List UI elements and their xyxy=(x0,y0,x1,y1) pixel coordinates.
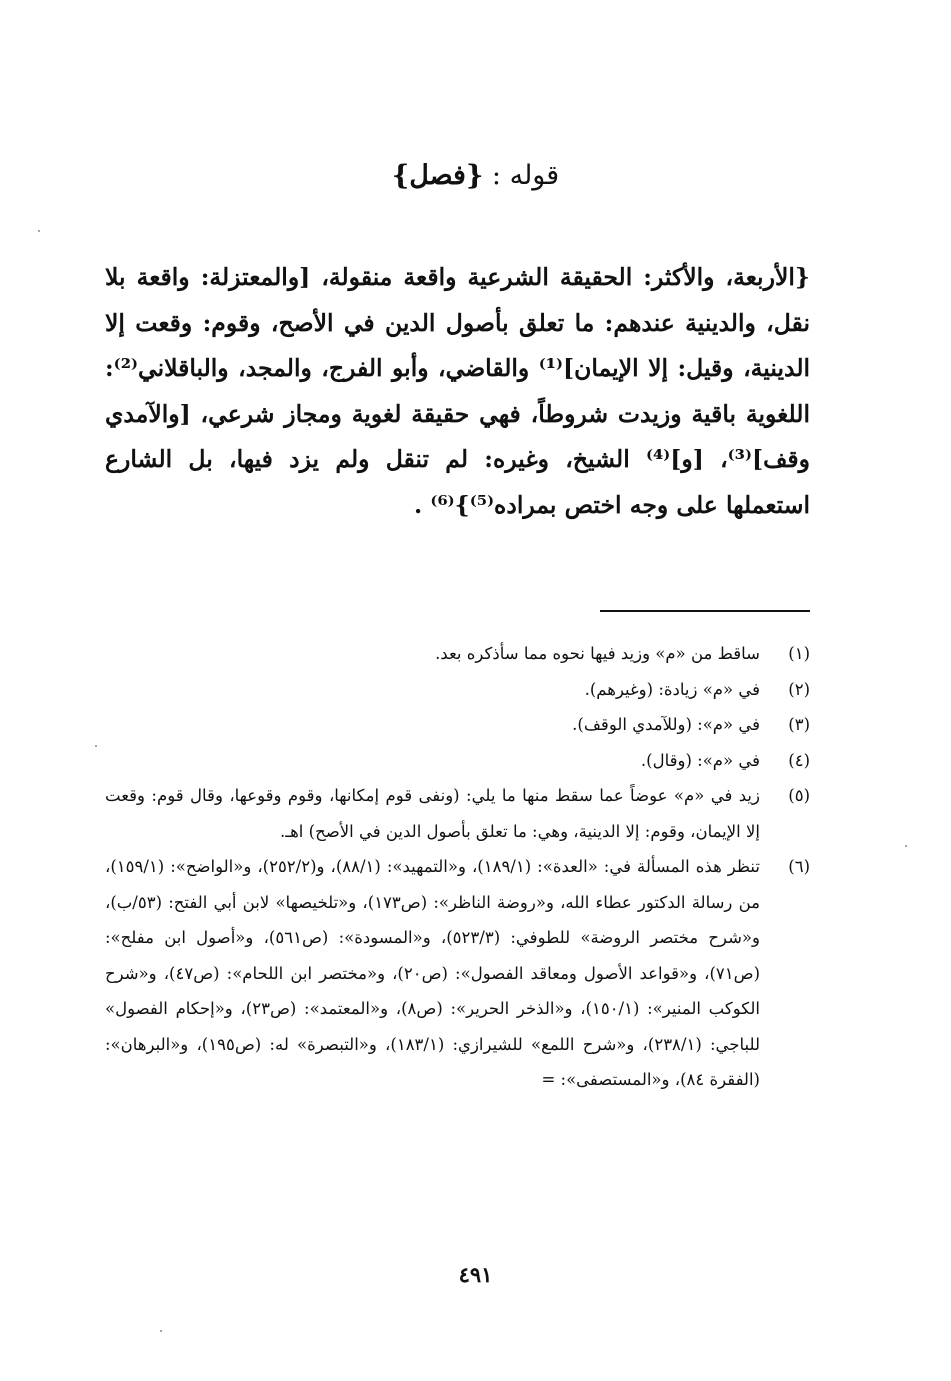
scan-speck xyxy=(38,230,40,232)
page-number: ٤٩١ xyxy=(458,1262,493,1287)
heading-prefix: قوله : xyxy=(483,160,560,191)
footnotes xyxy=(105,636,810,1098)
footnote-text: في «م»: (وقال). xyxy=(640,750,760,770)
footnote-number: (٤) xyxy=(788,750,810,770)
footnote-text: في «م»: (وللآمدي الوقف). xyxy=(572,715,760,734)
footnote-text: في «م» زيادة: (وغيرهم). xyxy=(584,679,760,699)
footnote-item xyxy=(105,778,810,849)
footnote-number: (٣) xyxy=(788,715,810,734)
main-text-paragraph: {الأربعة، والأكثر: الحقيقة الشرعية واقعة منقولة، [والمعتزلة: واقعة بلا نقل، والدينية عندهم: ما تعلق بأصول الدين في الأصح، وقوم: وقعت إلا الدينية، وقيل: إلا الإيمان]⁽¹⁾ والقاضي، وأبو الفرج، والمجد، والباقلاني⁽²⁾: اللغوية باقية وزيدت شروطاً، فهي حقيقة لغوية ومجاز شرعي، [والآمدي وقف]⁽³⁾، [و]⁽⁴⁾ الشيخ، وغيره: لم تنقل ولم يزد فيها، بل الشارع استعملها على وجه اختص بمراده⁽⁵⁾}⁽⁶⁾ . xyxy=(105,263,811,519)
footnote-item xyxy=(105,672,810,708)
footnote-item xyxy=(105,849,810,1098)
footnote-number: (٥) xyxy=(788,786,810,805)
scan-speck xyxy=(95,745,97,747)
footnote-text: زيد في «م» عوضاً عما سقط منها ما يلي: (ونفى قوم إمكانها، وقوم وقوعها، وقال قوم: وقعت إلا الإيمان، وقوم: إلا الدينية، وهي: ما تعلق بأصول الدين في الأصح) اهـ. xyxy=(105,786,760,841)
footnote-separator xyxy=(600,610,810,612)
heading-title: {فصل} xyxy=(391,160,484,191)
footnote-text: تنظر هذه المسألة في: «العدة»: (١٨٩/١)، و«التمهيد»: (٨٨/١)، و(٢٥٢/٢)، و«الواضح»: (١٥٩/١)، من رسالة الدكتور عطاء الله، و«روضة الناظر»: (ص١٧٣)، و«تلخيصها» لابن أبي الفتح: (٥٣/ب)، و«شرح مختصر الروضة» للطوفي: (٥٢٣/٣)، و«المسودة»: (ص٥٦١)، و«أصول ابن مفلح»: (ص٧١)، و«قواعد الأصول ومعاقد الفصول»: (ص٢٠)، و«مختصر ابن اللحام»: (ص٤٧)، و«شرح الكوكب المنير»: (١٥٠/١)، و«الذخر الحرير»: (ص٨)، و«المعتمد»: (ص٢٣)، و«إحكام الفصول» للباجي: (٢٣٨/١)، و«شرح اللمع» للشيرازي: (١٨٣/١)، و«التبصرة» له: (ص١٩٥)، و«البرهان»: (الفقرة ٨٤)، و«المستصفى»: = xyxy=(105,857,761,1089)
footnote-text: ساقط من «م» وزيد فيها نحوه مما سأذكره بعد. xyxy=(435,644,760,663)
footnote-number: (٢) xyxy=(788,679,810,699)
footnote-number: (١) xyxy=(788,644,810,663)
footnote-item xyxy=(105,707,810,743)
footnote-number: (٦) xyxy=(788,857,810,876)
footnote-item xyxy=(105,636,810,672)
scan-speck xyxy=(905,845,907,847)
footnote-item xyxy=(105,743,810,779)
scan-speck xyxy=(160,1330,162,1332)
section-heading xyxy=(0,160,951,191)
